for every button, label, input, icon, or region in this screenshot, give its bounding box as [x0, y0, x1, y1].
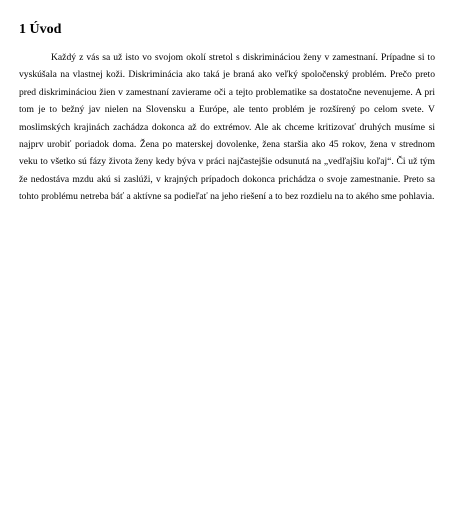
body-paragraph: Každý z vás sa už isto vo svojom okolí stretol s diskrimináciou ženy v zamestnaní. Prípadne si to vyskúšala na vlastnej koži. Diskriminácia ako taká je braná ako veľký spoločenský problém. Prečo preto pred diskrimináciou žien v zamestnaní zavierame oči a tejto problematike sa dostatočne nevenujeme. A pri tom je to bežný jav nielen na Slovensku a Európe, ale tento problém je rozšírený po celom svete. V moslimských krajinách zachádza dokonca až do extrémov. Ale ak chceme kritizovať druhých musíme si najprv urobiť poriadok doma. Žena po materskej dovolenke, žena staršia ako 45 rokov, žena v strednom veku to všetko sú fázy života ženy kedy býva v práci najčastejšie odsunutá na „vedľajšiu koľaj“. Či už tým že nedostáva mzdu akú si zaslúži, v krajných prípadoch dokonca prichádza o svoje zamestnanie. Preto sa tohto problému netreba báť a aktívne sa podieľať na jeho riešení a to bez rozdielu na to akého sme pohlavia.	[19, 52, 435, 203]
section-heading: 1 Úvod	[19, 22, 62, 37]
